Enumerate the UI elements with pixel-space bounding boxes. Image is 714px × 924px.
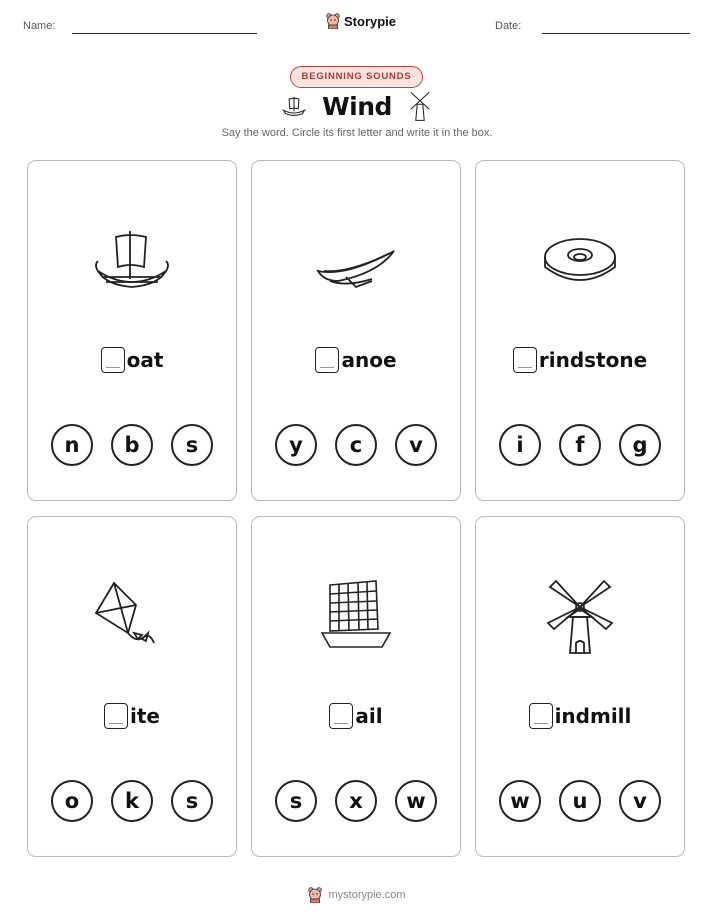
bear-icon [326, 13, 340, 29]
letter-options [476, 424, 684, 466]
date-label: Date: [495, 20, 522, 32]
card-windmill [475, 516, 685, 857]
letter-option[interactable]: x [335, 780, 377, 822]
word-ending: indmill [554, 704, 632, 728]
letter-box[interactable] [104, 703, 128, 729]
letter-box[interactable] [315, 347, 339, 373]
card-boat [27, 160, 237, 501]
card-grindstone [475, 160, 685, 501]
footer [0, 887, 714, 903]
letter-option[interactable]: v [395, 424, 437, 466]
letter-box[interactable] [329, 703, 353, 729]
letter-option[interactable]: f [559, 424, 601, 466]
card-sail [251, 516, 461, 857]
letter-options [28, 424, 236, 466]
word-ending: anoe [341, 348, 397, 372]
card-canoe [251, 160, 461, 501]
letter-option[interactable]: u [559, 780, 601, 822]
storypie-logo [326, 13, 396, 29]
letter-options [28, 780, 236, 822]
letter-option[interactable]: i [499, 424, 541, 466]
worksheet-title: Wind [322, 91, 392, 121]
letter-box[interactable] [101, 347, 125, 373]
letter-option[interactable]: s [171, 424, 213, 466]
word-ending: oat [126, 348, 164, 372]
name-label: Name: [23, 20, 56, 32]
word [28, 347, 236, 373]
letter-option[interactable]: w [499, 780, 541, 822]
letter-option[interactable]: g [619, 424, 661, 466]
name-line[interactable] [72, 33, 257, 34]
grindstone-icon [540, 221, 620, 301]
letter-box[interactable] [513, 347, 537, 373]
letter-option[interactable]: n [51, 424, 93, 466]
letter-option[interactable]: c [335, 424, 377, 466]
letter-option[interactable]: v [619, 780, 661, 822]
word-ending: rindstone [538, 348, 648, 372]
windmill-icon [406, 90, 434, 122]
word [28, 703, 236, 729]
windmill-icon [540, 577, 620, 657]
letter-option[interactable]: s [275, 780, 317, 822]
date-line[interactable] [542, 33, 690, 34]
letter-option[interactable]: s [171, 780, 213, 822]
topic-badge: BEGINNING SOUNDS [290, 66, 423, 88]
word-ending: ail [355, 704, 383, 728]
word [476, 703, 684, 729]
bear-icon [308, 887, 322, 903]
canoe-icon [316, 221, 396, 301]
letter-option[interactable]: k [111, 780, 153, 822]
word-ending: ite [130, 704, 160, 728]
letter-option[interactable]: b [111, 424, 153, 466]
word [476, 347, 684, 373]
letter-options [252, 424, 460, 466]
word [252, 347, 460, 373]
word [252, 703, 460, 729]
sailboat-icon [316, 577, 396, 657]
kite-icon [92, 577, 172, 657]
letter-option[interactable]: o [51, 780, 93, 822]
letter-option[interactable]: w [395, 780, 437, 822]
viking-ship-icon [92, 221, 172, 301]
logo-text: Storypie [344, 13, 397, 29]
letter-box[interactable] [529, 703, 553, 729]
viking-ship-icon [280, 92, 308, 120]
letter-options [476, 780, 684, 822]
card-kite [27, 516, 237, 857]
instructions: Say the word. Circle its first letter and write it in the box. [221, 127, 493, 139]
footer-url[interactable]: mystorypie.com [328, 889, 406, 901]
letter-options [252, 780, 460, 822]
letter-option[interactable]: y [275, 424, 317, 466]
